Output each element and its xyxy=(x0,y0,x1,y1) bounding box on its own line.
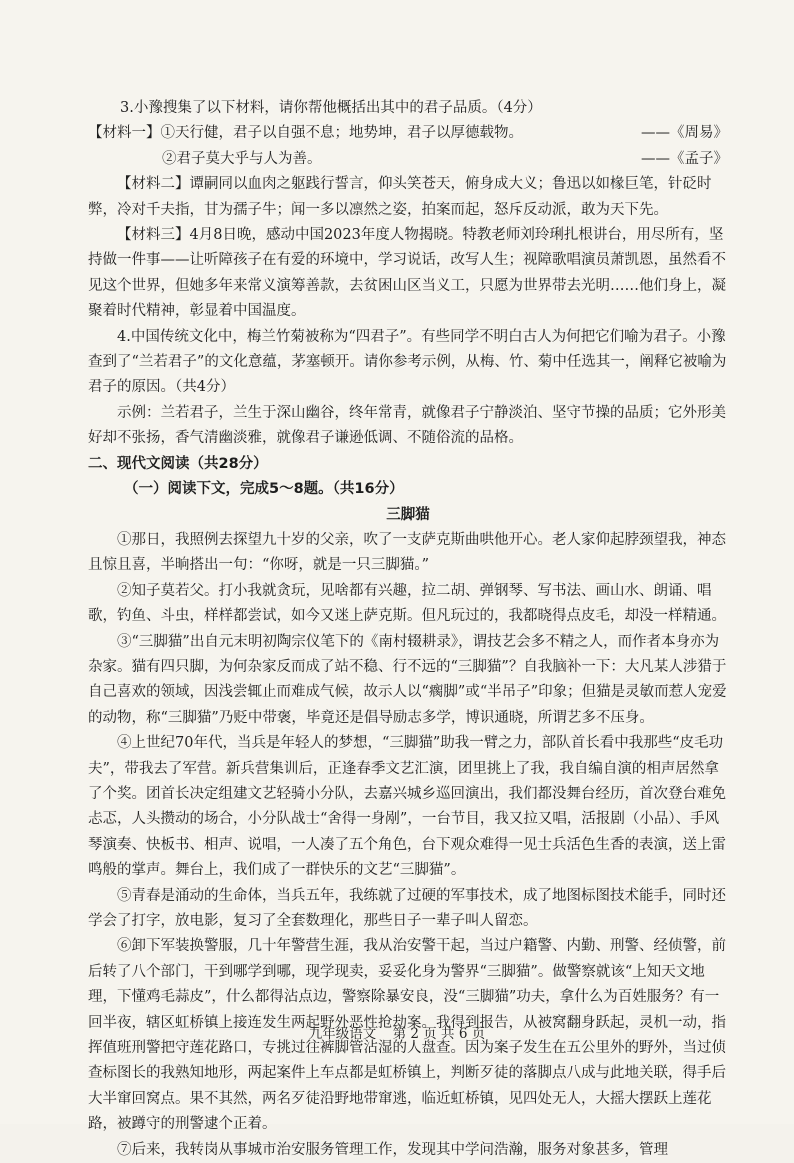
paragraph-4: ④上世纪70年代，当兵是年轻人的梦想，“三脚猫”助我一臂之力，部队首长看中我那些“皮毛功夫”，带我去了军营。新兵营集训后，正逢春季文艺汇演，团里挑上了我，我自编自演的相声居然拿了个奖。团首长决定组建文艺轻骑小分队，去嘉兴城乡巡回演出，我们都没舞台经历，首次登台难免忐忑，人头攒动的场合，小分队战士“舍得一身剐”，一台节目，我又拉又唱，活报剧（小品）、手风琴演奏、快板书、相声、说唱，一人凑了五个角色，台下观众难得一见士兵活色生香的表演，送上雷鸣般的掌声。舞台上，我们成了一群快乐的文艺“三脚猫”。 xyxy=(88,735,726,879)
article-title: 三脚猫 xyxy=(386,506,430,523)
paragraph-1: ①那日，我照例去探望九十岁的父亲，吹了一支萨克斯曲哄他开心。老人家仰起脖颈望我，神态且惊且喜，半晌搭出一句：“你呀，就是一只三脚猫。” xyxy=(88,531,726,574)
material-1-line-1 xyxy=(88,121,728,146)
footer-page-number: 第 2 页 共 6 页 xyxy=(392,1026,486,1042)
page-content xyxy=(88,96,728,1163)
question-3-title: 3.小豫搜集了以下材料，请你帮他概括出其中的君子品质。（4分） xyxy=(120,100,542,116)
material-1-source-2: ——《孟子》 xyxy=(641,150,728,167)
paragraph-2: ②知子莫若父。打小我就贪玩，见啥都有兴趣，拉二胡、弹钢琴、写书法、画山水、朗诵、唱歌，钓鱼、斗虫，样样都尝试，如今又迷上萨克斯。但凡玩过的，我都晓得点皮毛，却没一样精通。 xyxy=(88,582,726,625)
paragraph-5: ⑤青春是涌动的生命体，当兵五年，我练就了过硬的军事技术，成了地图标图技术能手，同时还学会了打字，放电影，复习了全套数理化，那些日子一辈子叫人留恋。 xyxy=(88,887,726,929)
material-1-text-1: 【材料一】①天行健，君子以自强不息；地势坤，君子以厚德载物。 xyxy=(88,125,523,142)
section-2-subtitle: （一）阅读下文，完成5～8题。（共16分） xyxy=(124,481,404,498)
material-1-text-2: ②君子莫大乎与人为善。 xyxy=(162,150,322,167)
page-footer xyxy=(0,1022,794,1042)
footer-subject: 九年级语文 xyxy=(308,1026,377,1042)
material-2: 【材料二】谭嗣同以血肉之躯践行誓言，仰头笑苍天，俯身成大义；鲁迅以如椽巨笔，针砭时弊，冷对千夫指，甘为孺子牛；闻一多以凛然之姿，拍案而起，怒斥反动派，敢为天下先。 xyxy=(88,176,712,218)
material-3: 【材料三】4月8日晚，感动中国2023年度人物揭晓。特教老师刘玲琍扎根讲台，用尽所有，坚持做一件事——让听障孩子在有爱的环境中，学习说话，改写人生；视障歌唱演员萧凯恩，虽然看不见这个世界，但她多年来常义演筹善款，去贫困山区当义工，只愿为世界带去光明……他们身上，凝聚着时代精神，彰显着中国温度。 xyxy=(88,227,726,320)
paragraph-3: ③“三脚猫”出自元末明初陶宗仪笔下的《南村辍耕录》，谓技艺会多不精之人，而作者本身亦为杂家。猫有四只脚，为何杂家反而成了站不稳、行不远的“三脚猫”？自我脑补一下：大凡某人涉猎于自己喜欢的领域，因浅尝辄止而难成气候，故示人以“瘸脚”或“半吊子”印象；但猫是灵敏而惹人宠爱的动物，称“三脚猫”乃贬中带褒，毕竟还是倡导励志多学，博识通晓，所谓艺多不压身。 xyxy=(88,633,727,726)
paragraph-7: ⑦后来，我转岗从事城市治安服务管理工作，发现其中学问浩瀚，服务对象甚多，管理 xyxy=(117,1141,668,1158)
section-2-title: 二、现代文阅读（共28分） xyxy=(88,455,268,472)
question-4-text: 4.中国传统文化中，梅兰竹菊被称为“四君子”。有些同学不明白古人为何把它们喻为君子。小豫查到了“兰若君子”的文化意蕴，茅塞顿开。请你参考示例，从梅、竹、菊中任选其一，阐释它被喻为君子的原因。（共4分） xyxy=(88,328,727,396)
material-1-source-1: ——《周易》 xyxy=(641,125,728,142)
question-4-example: 示例：兰若君子，兰生于深山幽谷，终年常青，就像君子宁静淡泊、坚守节操的品质；它外形美好却不张扬，香气清幽淡雅，就像君子谦逊低调、不随俗流的品格。 xyxy=(88,404,726,447)
paragraph-6: ⑥卸下军装换警服，几十年警营生涯，我从治安警干起，当过户籍警、内勤、刑警、经侦警，前后转了八个部门，干到哪学到哪，现学现卖，妥妥化身为警界“三脚猫”。做警察就该“上知天文地理，下懂鸡毛蒜皮”，什么都得沾点边，警察除暴安良，没“三脚猫”功夫，拿什么为百姓服务？有一回半夜，辖区虹桥镇上接连发生两起野外恶性抢劫案。我得到报告，从被窝翻身跃起，灵机一动，指挥值班刑警把守莲花路口，专挑过往裤脚管沾湿的人盘查。因为案子发生在五公里外的野外，当过侦查标图长的我熟知地形，两起案件上车点都是虹桥镇上，判断歹徒的落脚点八成与此地关联，得手后大半窜回窝点。果不其然，两名歹徒沿野地带窜逃，临近虹桥镇，见四处无人，大摇大摆跃上莲花路，被蹲守的刑警逮个正着。 xyxy=(88,938,726,1133)
material-1-line-2 xyxy=(88,147,728,172)
